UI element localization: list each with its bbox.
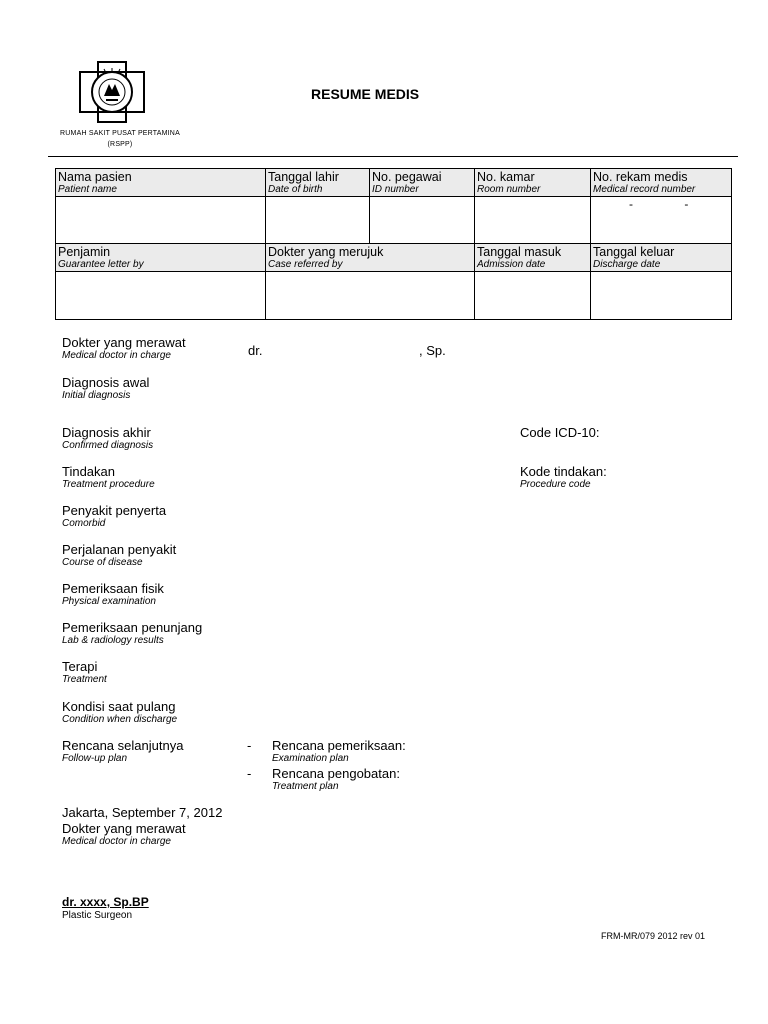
discharge-date-header	[591, 244, 732, 272]
id-number-value[interactable]	[370, 197, 475, 244]
procedure-code-field	[520, 465, 607, 491]
hospital-name-block	[52, 128, 188, 150]
procedure-code-en: Procedure code	[520, 479, 591, 490]
dob-header	[266, 169, 370, 197]
medical-record-value[interactable]	[591, 197, 732, 244]
signature-role-label: Dokter yang merawat	[62, 821, 186, 836]
id-number-en: ID number	[372, 184, 419, 195]
hospital-abbr: (RSPP)	[107, 141, 133, 148]
doctor-field	[62, 336, 186, 362]
referring-doctor-header	[266, 244, 475, 272]
room-number-value[interactable]	[475, 197, 591, 244]
discharge-date-en: Discharge date	[593, 259, 661, 270]
guarantor-header	[56, 244, 266, 272]
course-en: Course of disease	[62, 557, 143, 568]
doctor-prefix: dr.	[248, 343, 263, 358]
followup-bullet-1: -	[247, 738, 252, 753]
table-header-row-1	[56, 169, 732, 197]
doctor-label: Dokter yang merawat	[62, 335, 186, 350]
lab-results-label: Pemeriksaan penunjang	[62, 620, 203, 635]
course-field	[62, 543, 176, 569]
followup-field	[62, 739, 183, 765]
patient-info-table	[55, 168, 732, 320]
place-date: Jakarta, September 7, 2012	[62, 805, 223, 820]
medical-record-label: No. rekam medis	[593, 170, 688, 184]
followup-bullet-2: -	[247, 766, 252, 781]
doctor-name: dr. xxxx, Sp.BP	[62, 895, 149, 909]
referring-doctor-en: Case referred by	[268, 259, 343, 270]
discharge-date-label: Tanggal keluar	[593, 245, 675, 259]
table-value-row-1	[56, 197, 732, 244]
examination-plan-label: Rencana pemeriksaan:	[272, 738, 406, 753]
course-label: Perjalanan penyakit	[62, 542, 177, 557]
discharge-condition-label: Kondisi saat pulang	[62, 699, 176, 714]
final-diagnosis-field	[62, 426, 153, 452]
physical-exam-en: Physical examination	[62, 596, 156, 607]
procedure-code-label: Kode tindakan:	[520, 464, 607, 479]
final-diagnosis-label: Diagnosis akhir	[62, 425, 151, 440]
id-number-header	[370, 169, 475, 197]
admission-date-label: Tanggal masuk	[477, 245, 562, 259]
comorbid-field	[62, 504, 166, 530]
icd10-code-label: Code ICD-10:	[520, 425, 600, 440]
lab-results-en: Lab & radiology results	[62, 635, 164, 646]
signature-role-field	[62, 822, 186, 848]
initial-diagnosis-label: Diagnosis awal	[62, 375, 150, 390]
page-title: RESUME MEDIS	[311, 86, 420, 102]
patient-name-value[interactable]	[56, 197, 266, 244]
hospital-name: RUMAH SAKIT PUSAT PERTAMINA	[60, 130, 180, 137]
lab-results-field	[62, 621, 202, 647]
medical-record-en: Medical record number	[593, 184, 696, 195]
therapy-en: Treatment	[62, 674, 107, 685]
treatment-plan-en: Treatment plan	[272, 781, 339, 792]
treatment-plan-item	[272, 767, 400, 793]
procedure-label: Tindakan	[62, 464, 115, 479]
discharge-date-value[interactable]	[591, 272, 732, 320]
procedure-en: Treatment procedure	[62, 479, 155, 490]
hospital-logo	[76, 60, 148, 124]
referring-doctor-value[interactable]	[266, 272, 475, 320]
procedure-field	[62, 465, 155, 491]
guarantor-label: Penjamin	[58, 245, 111, 259]
patient-name-header	[56, 169, 266, 197]
table-header-row-2	[56, 244, 732, 272]
examination-plan-en: Examination plan	[272, 753, 349, 764]
initial-diagnosis-field	[62, 376, 149, 402]
followup-en: Follow-up plan	[62, 753, 128, 764]
room-number-en: Room number	[477, 184, 541, 195]
discharge-condition-field	[62, 700, 177, 726]
guarantor-en: Guarantee letter by	[58, 259, 144, 270]
patient-name-label: Nama pasien	[58, 170, 132, 184]
record-dash-2: -	[684, 197, 689, 211]
patient-name-en: Patient name	[58, 184, 117, 195]
final-diagnosis-en: Confirmed diagnosis	[62, 440, 154, 451]
table-value-row-2	[56, 272, 732, 320]
comorbid-en: Comorbid	[62, 518, 106, 529]
form-code: FRM-MR/079 2012 rev 01	[601, 931, 706, 941]
room-number-header	[475, 169, 591, 197]
initial-diagnosis-en: Initial diagnosis	[62, 390, 131, 401]
room-number-label: No. kamar	[477, 170, 535, 184]
dob-value[interactable]	[266, 197, 370, 244]
signature-role-en: Medical doctor in charge	[62, 836, 171, 847]
id-number-label: No. pegawai	[372, 170, 442, 184]
therapy-field	[62, 660, 107, 686]
doctor-suffix: , Sp.	[419, 343, 446, 358]
medical-record-header	[591, 169, 732, 197]
admission-date-header	[475, 244, 591, 272]
physical-exam-field	[62, 582, 164, 608]
record-dash-1: -	[629, 197, 633, 211]
header-divider	[48, 156, 738, 157]
followup-label: Rencana selanjutnya	[62, 738, 184, 753]
doctor-specialty: Plastic Surgeon	[62, 910, 133, 921]
admission-date-value[interactable]	[475, 272, 591, 320]
referring-doctor-label: Dokter yang merujuk	[268, 245, 384, 259]
dob-label: Tanggal lahir	[268, 170, 339, 184]
discharge-condition-en: Condition when discharge	[62, 714, 178, 725]
examination-plan-item	[272, 739, 406, 765]
treatment-plan-label: Rencana pengobatan:	[272, 766, 400, 781]
admission-date-en: Admission date	[477, 259, 546, 270]
physical-exam-label: Pemeriksaan fisik	[62, 581, 164, 596]
comorbid-label: Penyakit penyerta	[62, 503, 167, 518]
therapy-label: Terapi	[62, 659, 98, 674]
guarantor-value[interactable]	[56, 272, 266, 320]
dob-en: Date of birth	[268, 184, 323, 195]
doctor-en: Medical doctor in charge	[62, 350, 171, 361]
